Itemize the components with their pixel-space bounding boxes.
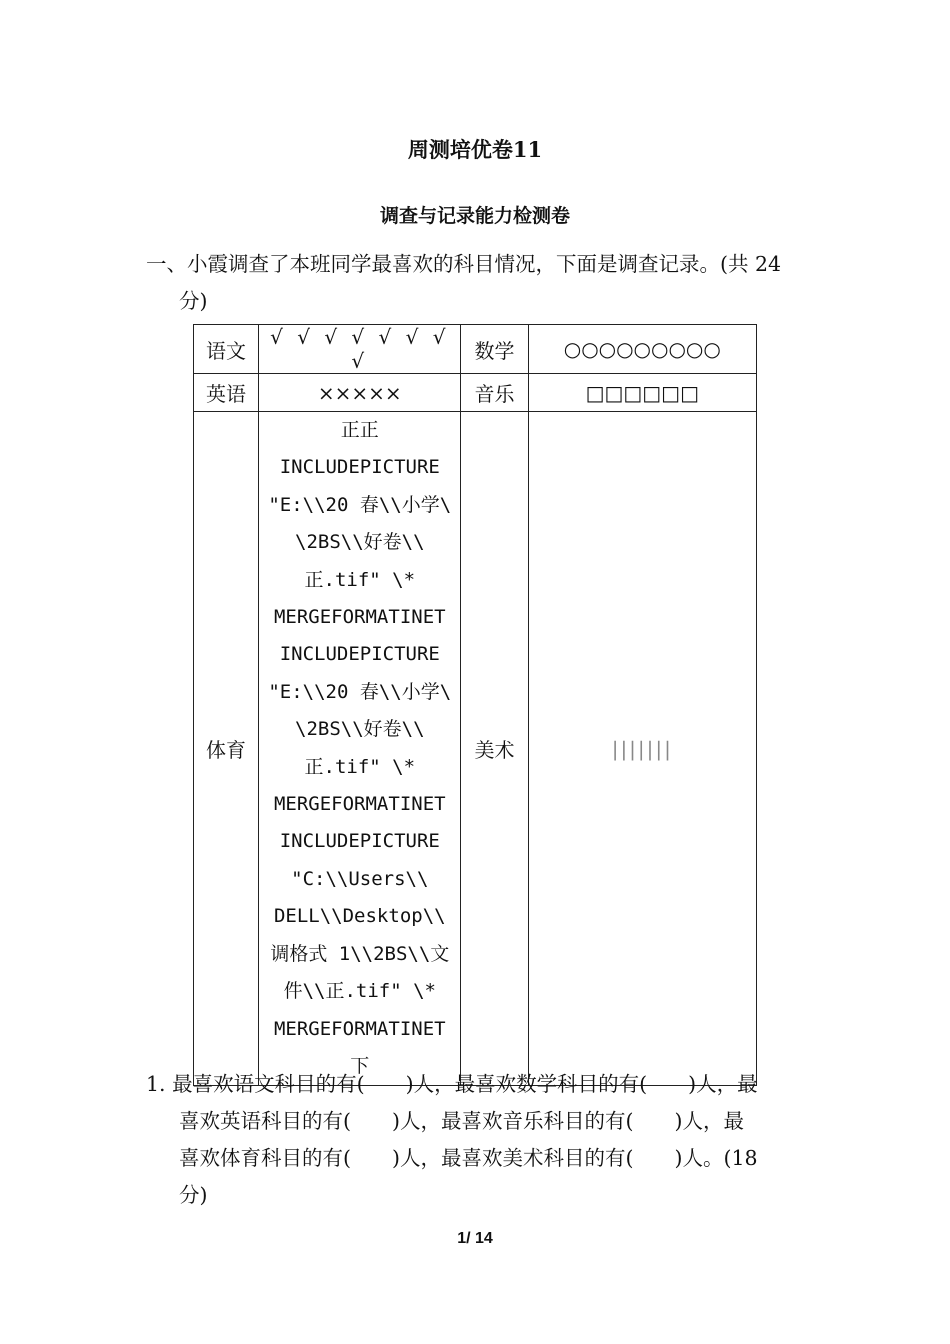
question-1-line3: 喜欢体育科目的有( )人，最喜欢美术科目的有( )人。(18 [179,1146,758,1170]
subject-label-art: 美术 [461,412,528,1086]
page-title: 周测培优卷11 [407,137,543,162]
question-1-line2: 喜欢英语科目的有( )人，最喜欢音乐科目的有( )人，最 [179,1109,744,1133]
subject-label-chinese: 语文 [194,325,259,374]
question-1 [146,1066,810,1214]
survey-record-table [193,324,757,1086]
tally-english: ××××× [259,374,461,412]
subject-label-pe: 体育 [194,412,259,1086]
page-number: 1/ 14 [457,1230,493,1247]
question-heading-line2: 分) [179,289,208,313]
question-heading-line1: 一、小霞调查了本班同学最喜欢的科目情况，下面是调查记录。(共 24 [146,252,782,276]
tally-chinese: √ √ √ √ √ √ √ √ [259,325,461,374]
subject-label-english: 英语 [194,374,259,412]
question-1-line4: 分) [179,1183,208,1207]
subject-label-math: 数学 [461,325,528,374]
tally-pe: 正正 INCLUDEPICTURE "E:\\20 春\\小学\ \2BS\\好卷\\ 正.tif" \* MERGEFORMATINET INCLUDEPICTURE "E:\\20 春\\小学\ \2BS\\好卷\\ 正.tif" \* MERGEFORMATINET INCLUDEPICTURE "C:\\Users\\ DELL\\Desktop\\ 调格式 1\\2BS\\文 件\\正.tif" \* MERGEFORMATINET 下 [259,412,461,1086]
table-row [194,325,757,374]
question-heading [146,246,810,320]
table-row [194,374,757,412]
table-row [194,412,757,1086]
tally-music: □□□□□□ [528,374,756,412]
subject-label-music: 音乐 [461,374,528,412]
tally-math: ○○○○○○○○○ [528,325,756,374]
page-subtitle: 调查与记录能力检测卷 [379,205,570,227]
question-1-line1: 1. 最喜欢语文科目的有( )人，最喜欢数学科目的有( )人，最 [146,1072,758,1096]
tally-art: ||||||| [528,412,756,1086]
